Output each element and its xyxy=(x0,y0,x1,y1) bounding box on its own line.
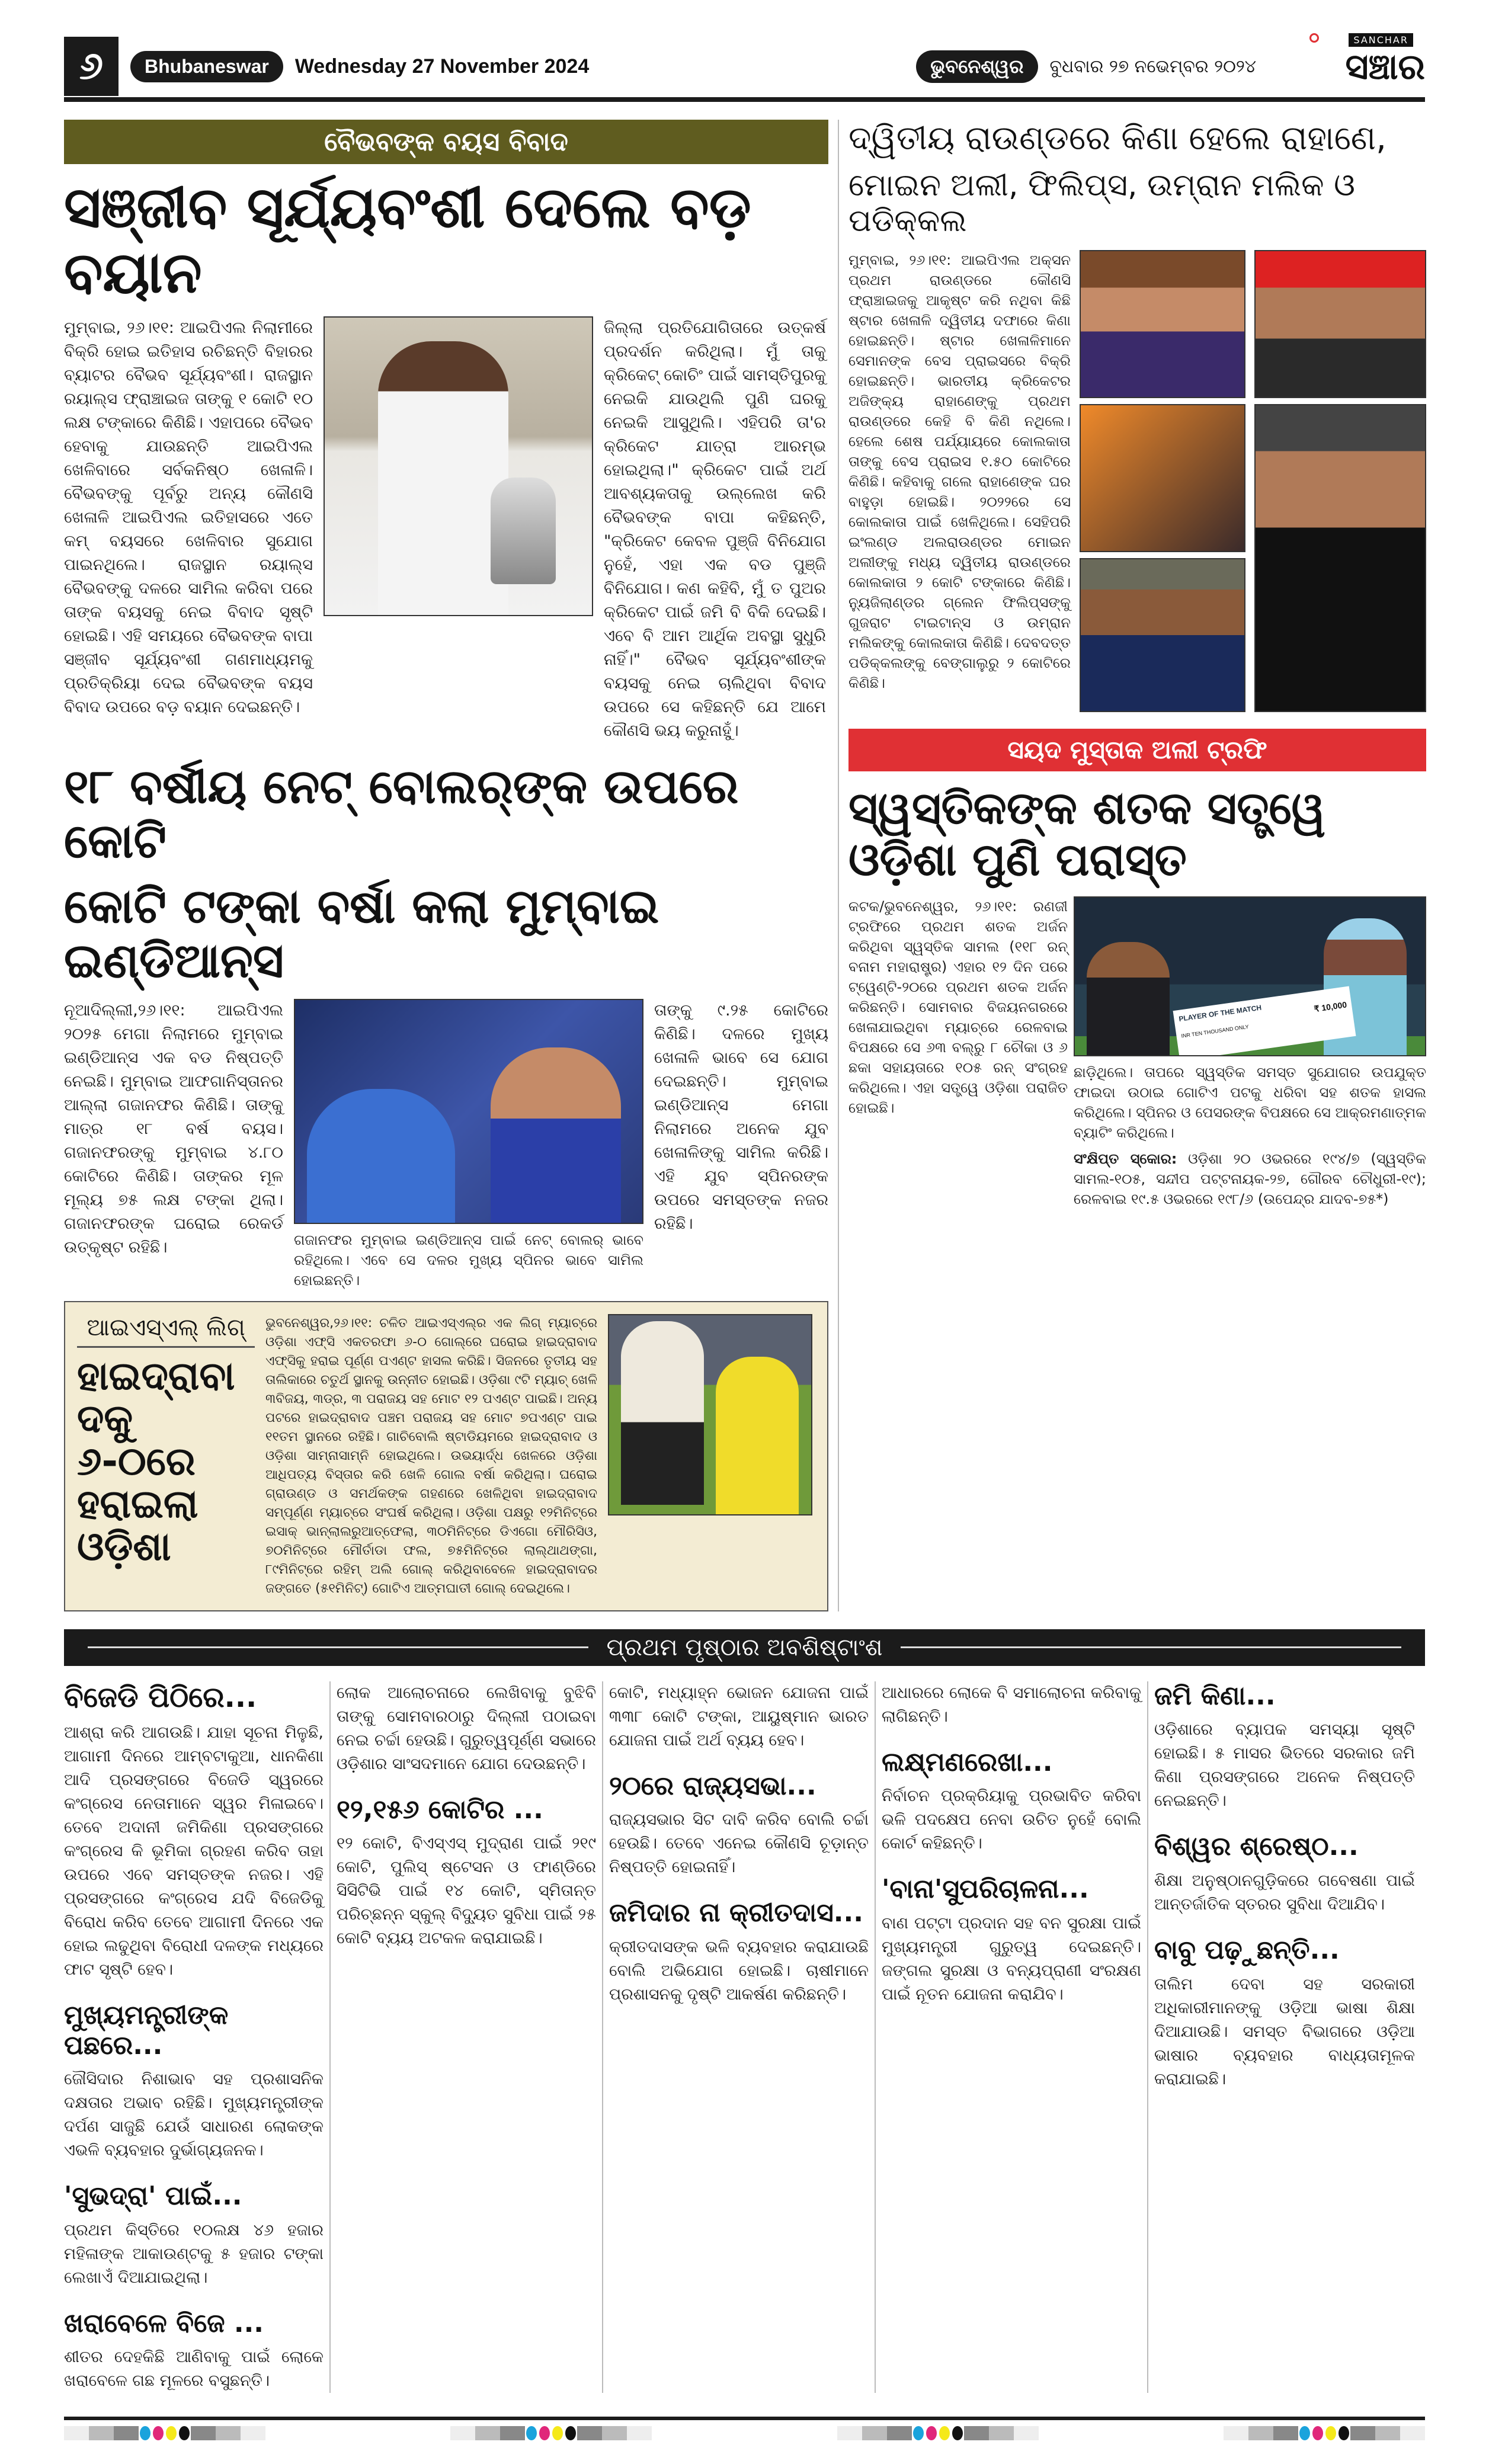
story3-photo xyxy=(608,1314,812,1515)
story2-body xyxy=(64,999,828,1290)
color-bars xyxy=(64,2426,1425,2440)
continuation-text: ଶିକ୍ଷା ଅନୁଷ୍ଠାନଗୁଡ଼ିକରେ ଗବେଷଣା ପାଇଁ ଆନ୍ତର୍ଜାତିକ ସ୍ତରର ସୁବିଧା ଦିଆଯିବ। xyxy=(1154,1871,1415,1914)
trophy-icon xyxy=(491,478,556,584)
story5-right-block xyxy=(1074,896,1426,1209)
continuation-headline: ୨୦ରେ ରାଜ୍ୟସଭା... xyxy=(609,1770,816,1801)
city-or: ଭୁବନେଶ୍ୱର xyxy=(916,50,1038,83)
story5-body-row xyxy=(848,896,1426,1209)
top-section xyxy=(64,120,1425,1611)
continuation-headline: ଜମିଦାର ନା କ୍ରୀତଦାସ... xyxy=(609,1898,863,1928)
continuation-banner xyxy=(64,1629,1425,1666)
color-bar xyxy=(450,2426,652,2440)
date-en: Wednesday 27 November 2024 xyxy=(294,55,590,78)
photo-umran-malik xyxy=(1080,404,1245,552)
left-column xyxy=(64,120,828,1611)
continuation-text: ଆଶ୍ରା କରି ଆଗଉଛି। ଯାହା ସୂଚନା ମିଳୁଛି, ଆଗାମୀ ଦିନରେ ଆମ୍ବଟାକୁଆ, ଧାନକିଣା ଆଦି ପ୍ରସଙ୍ଗରେ ବିଜେଡି ସ୍ୱରରେ କଂଗ୍ରେସ ନେତାମାନେ ସ୍ୱର ମିଳାଇବେ। ତେବେ ଅଦାନୀ ଜମିକିଣା ପ୍ରସଙ୍ଗରେ କଂଗ୍ରେସ କି ଭୂମିକା ଗ୍ରହଣ କରିବ ତାହା ଉପରେ ଏବେ ସମସ୍ତଙ୍କ ନଜର। ଏହି ପ୍ରସଙ୍ଗରେ କଂଗ୍ରେସ ଯଦି ବିଜେଡିକୁ ବିରୋଧ କରିବ ତେବେ ଆଗାମୀ ଦିନରେ ଏକ ହୋଇ ଲଢୁଥିବା ବିରୋଧୀ ଦଳଙ୍କ ମଧ୍ୟରେ ଫାଟ ସୃଷ୍ଟି ହେବ। xyxy=(64,1723,324,1979)
player-figure xyxy=(621,1321,704,1505)
story3-headline: ହାଇଦ୍ରାବାଦକୁ ୬-୦ରେ ହରାଇଲା ଓଡ଼ିଶା xyxy=(77,1353,235,1569)
logo-or: ସଞ୍ଚାର xyxy=(1345,46,1425,88)
continuation-headline: ୧୨,୧୫୬ କୋଟିର ... xyxy=(337,1794,543,1825)
score-text: ଓଡ଼ିଶା ୨୦ ଓଭରରେ ୧୯୪/୭ (ସ୍ୱସ୍ତିକ ସାମଲ-୧୦୫, ସନ୍ଦୀପ ପଟ୍ଟନାୟକ-୨୭, ଗୌରବ ଚୌଧୁରୀ-୧୯); ରେଳବାଇ ୧୯.୫ ଓଭରରେ ୧୯୮/୬ (ଉପେନ୍ଦ୍ର ଯାଦବ-୭୫*) xyxy=(1074,1150,1426,1207)
story4-body: ମୁମ୍ବାଇ, ୨୬।୧୧: ଆଇପିଏଲ ଅକ୍ସନ ପ୍ରଥମ ରାଉଣ୍ଡରେ କୌଣସି ଫ୍ରାଞ୍ଚାଇଜକୁ ଆକୃଷ୍ଟ କରି ନଥିବା କିଛି ଷ୍ଟାର ଖେଳାଳି ଦ୍ୱିତୀୟ ଦଫାରେ କିଣା ହୋଇଛନ୍ତି। ଷ୍ଟାର ଖେଳାଳିମାନେ ସେମାନଙ୍କ ବେସ ପ୍ରାଇସରେ ବିକ୍ରି ହୋଇଛନ୍ତି। ଭାରତୀୟ କ୍ରିକେଟର ଅଜିଙ୍କ୍ୟ ରାହାଣେଙ୍କୁ ପ୍ରଥମ ରାଉଣ୍ଡରେ କେହି ବି କିଣି ନଥିଲେ। ହେଲେ ଶେଷ ପର୍ଯ୍ୟାୟରେ କୋଲକାତା ତାଙ୍କୁ ବେସ ପ୍ରାଇସ ୧.୫୦ କୋଟିରେ କିଣିଛି। କହିବାକୁ ଗଲେ ରାହାଣେଙ୍କ ଘର ବାହୁଡ଼ା ହୋଇଛି। ୨୦୨୨ରେ ସେ କୋଲକାତା ପାଇଁ ଖେଳିଥିଲେ। ସେହିପରି ଇଂଲଣ୍ଡ ଅଲରାଉଣ୍ଡର ମୋଇନ ଅଲୀଙ୍କୁ ମଧ୍ୟ ଦ୍ୱିତୀୟ ରାଉଣ୍ଡରେ କୋଲକାତା ୨ କୋଟି ଟଙ୍କାରେ କିଣିଛି। ନ୍ୟୁଜିଲାଣ୍ଡର ଗ୍ଲେନ ଫିଲିପ୍ସଙ୍କୁ ଗୁଜରାଟ ଟାଇଟାନ୍ସ ଓ ଉମ୍ରାନ ମଲିକଙ୍କୁ କୋଲକାତା କିଣିଛି। ଦେବଦତ୍ତ ପଡିକ୍କଲଙ୍କୁ ବେଙ୍ଗାଲୁରୁ ୨ କୋଟିରେ କିଣିଛି। xyxy=(848,251,1071,691)
player-figure xyxy=(307,1089,455,1224)
story1-body xyxy=(64,316,828,743)
continuation-col-2 xyxy=(337,1681,603,2393)
continuation-headline: ମୁଖ୍ୟମନ୍ତ୍ରୀଙ୍କ ପଛରେ... xyxy=(64,2000,229,2061)
story2-headline-line2: କୋଟି ଟଙ୍କା ବର୍ଷା କଲା ମୁମ୍ବାଇ ଇଣ୍ଡିଆନ୍ସ xyxy=(64,878,659,988)
logo-dot-icon xyxy=(1309,33,1319,43)
right-column xyxy=(848,120,1426,1611)
presenter-figure xyxy=(1087,942,1170,1056)
masthead xyxy=(64,36,1425,102)
story2-caption: ଗଜାନଫର ମୁମ୍ବାଇ ଇଣ୍ଡିଆନ୍ସ ପାଇଁ ନେଟ୍ ବୋଲର୍ ଭାବେ ରହିଥିଲେ। ଏବେ ସେ ଦଳର ମୁଖ୍ୟ ସ୍ପିନର ଭାବେ ସାମିଲ ହୋଇଛନ୍ତି। xyxy=(294,1231,643,1289)
continuation-text: ଲୋକ ଆଲୋଚନାରେ ଲେଖିବାକୁ ବୁଝିବି ତାଙ୍କୁ ସୋମବାରଠାରୁ ଦିଲ୍ଲୀ ପଠାଇବା ନେଇ ଚର୍ଚ୍ଚା ହେଉଛି। ଗୁରୁତ୍ୱପୂର୍ଣ୍ଣ ସଭାରେ ଓଡ଼ିଶାର ସାଂସଦମାନେ ଯୋଗ ଦେଉଛନ୍ତି। xyxy=(337,1683,596,1773)
story2-body-col1: ନୂଆଦିଲ୍ଲୀ,୨୬।୧୧: ଆଇପିଏଲ ୨୦୨୫ ମେଗା ନିଲାମରେ ମୁମ୍ବାଇ ଇଣ୍ଡିଆନ୍ସ ଏକ ବଡ ନିଷ୍ପତ୍ତି ନେଇଛି। ମୁମ୍ବାଇ ଆଫଗାନିସ୍ତାନର ଆଲ୍ଲା ଗଜାନଫର କିଣିଛି। ତାଙ୍କୁ ମାତ୍ର ୧୮ ବର୍ଷ ବୟସ। ଗଜାନଫରଙ୍କୁ ମୁମ୍ବାଇ ୪.୮୦ କୋଟିରେ କିଣିଛି। ତାଙ୍କର ମୂଳ ମୂଲ୍ୟ ୭୫ ଲକ୍ଷ ଟଙ୍କା ଥିଲା। ଗଜାନଫରଙ୍କ ଘରୋଇ ରେକର୍ଡ ଉତ୍କୃଷ୍ଟ ରହିଛି। xyxy=(64,1001,283,1257)
column-divider xyxy=(838,120,839,1611)
isl-box xyxy=(64,1301,828,1611)
continuation-headline: ବିଜେଡି ପିଠିରେ... xyxy=(64,1680,257,1714)
banner-title: ପ୍ରଥମ ପୃଷ୍ଠାର ଅବଶିଷ୍ଟାଂଶ xyxy=(606,1633,883,1661)
story2-body-col2: ତାଙ୍କୁ ୯.୨୫ କୋଟିରେ କିଣିଛି। ଦଳରେ ମୁଖ୍ୟ ଖେଳାଳି ଭାବେ ସେ ଯୋଗ ଦେଇଛନ୍ତି। ମୁମ୍ବାଇ ଇଣ୍ଡିଆନ୍ସ ମେଗା ନିଲାମରେ ଅନେକ ଯୁବ ଖେଳାଳିଙ୍କୁ ସାମିଲ କରିଛି। ଏହି ଯୁବ ସ୍ପିନରଙ୍କ ଉପରେ ସମସ୍ତଙ୍କ ନଜର ରହିଛି। xyxy=(654,1001,828,1233)
continuation-text: ୧୨ କୋଟି, ବିଏସ୍ଏସ୍ ମୁଦ୍ରାଣ ପାଇଁ ୨୧୯ କୋଟି, ପୁଲିସ୍ ଷ୍ଟେସନ ଓ ଫାଣ୍ଡିରେ ସିସିଟିଭି ପାଇଁ ୧୪ କୋଟି, ସ୍ମିତାନ୍ତ ପରିଚ୍ଛନ୍ନ ସ୍କୁଲ୍ ବିଦ୍ୟୁତ ସୁବିଧା ପାଇଁ ୨୫ କୋଟି ବ୍ୟୟ ଅଟକଳ କରାଯାଇଛି। xyxy=(337,1834,596,1948)
cheque-amount: ₹ 10,000 xyxy=(1313,999,1347,1014)
continuation-text: ଶୀତର ଦେହକିଛି ଆଣିବାକୁ ପାଇଁ ଲୋକେ ଖରାବେଳେ ଗଛ ମୂଳରେ ବସୁଛନ୍ତି। xyxy=(64,2348,324,2391)
photo-phillips xyxy=(1254,404,1426,712)
continuation-text: ଜୌସିଦାର ନିଶାଭାବ ସହ ପ୍ରଶାସନିକ ଦକ୍ଷତାର ଅଭାବ ରହିଛି। ମୁଖ୍ୟମନ୍ତ୍ରୀଙ୍କ ଦର୍ପଣ ସାଜୁଛି ଯେଉଁ ସାଧାରଣ ଲୋକଙ୍କ ଏଭଳି ବ୍ୟବହାର ଦୁର୍ଭାଗ୍ୟଜନକ। xyxy=(64,2070,324,2160)
story4-body-row xyxy=(848,250,1426,712)
continuation-text: ପ୍ରଥମ କିସ୍ତିରେ ୧୦ଲକ୍ଷ ୪୬ ହଜାର ମହିଳାଙ୍କ ଆକାଉଣ୍ଟକୁ ୫ ହଜାର ଟଙ୍କା ଲେଖାଏଁ ଦିଆଯାଇଥିଲା। xyxy=(64,2221,324,2287)
continuation-text: ଆଧାରରେ ଲୋକେ ବି ସମାଲୋଚନା କରିବାକୁ ଲାଗିଛନ୍ତି। xyxy=(882,1683,1141,1726)
story1-body-col1: ମୁମ୍ବାଇ, ୨୬।୧୧: ଆଇପିଏଲ ନିଲାମୀରେ ବିକ୍ରି ହୋଇ ଇତିହାସ ରଚିଛନ୍ତି ବିହାରର ବ୍ୟାଟର ବୈଭବ ସୂର୍ଯ୍ୟବଂଶୀ। ରାଜସ୍ଥାନ ରୟାଲ୍ସ ଫ୍ରାଞ୍ଚାଇଜ ତାଙ୍କୁ ୧ କୋଟି ୧୦ ଲକ୍ଷ ଟଙ୍କାରେ କିଣିଛି। ଏହାପରେ ବୈଭବ ହେବାକୁ ଯାଉଛନ୍ତି ଆଇପିଏଲ ଖେଳିବାରେ ସର୍ବକନିଷ୍ଠ ଖେଳାଳି। ବୈଭବଙ୍କୁ ପୂର୍ବରୁ ଅନ୍ୟ କୌଣସି ଖେଳାଳି ଆଇପିଏଲ ଇତିହାସରେ ଏତେ କମ୍ ବୟସରେ ଖେଳିବାର ସୁଯୋଗ ପାଇନଥିଲେ। ରାଜସ୍ଥାନ ରୟାଲ୍ସ ବୈଭବଙ୍କୁ ଦଳରେ ସାମିଲ କରିବା ପରେ ତାଙ୍କ ବୟସକୁ ନେଇ ବିବାଦ ସୃଷ୍ଟି ହୋଇଛି। ଏହି ସମୟରେ ବୈଭବଙ୍କ ବାପା ସଞ୍ଜୀବ ସୂର୍ଯ୍ୟବଂଶୀ ଗଣମାଧ୍ୟମକୁ ପ୍ରତିକ୍ରିୟା ଦେଇ ବୈଭବଙ୍କ ବୟସ ବିବାଦ ଉପରେ ବଡ଼ ବୟାନ ଦେଇଛନ୍ତି। xyxy=(64,318,313,716)
banner-rule-right xyxy=(901,1646,1401,1648)
story3-kicker: ଆଇଏସ୍ଏଲ୍ ଲିଗ୍ xyxy=(77,1314,255,1348)
color-bar xyxy=(1224,2426,1425,2440)
continuation-text: ବାଣ ପଟ୍ଟା ପ୍ରଦାନ ସହ ବନ ସୁରକ୍ଷା ପାଇଁ ମୁଖ୍ୟମନ୍ତ୍ରୀ ଗୁରୁତ୍ୱ ଦେଇଛନ୍ତି। ଜଙ୍ଗଲ ସୁରକ୍ଷା ଓ ବନ୍ୟପ୍ରାଣୀ ସଂରକ୍ଷଣ ପାଇଁ ନୂତନ ଯୋଜନା କରାଯିବ। xyxy=(882,1914,1141,2004)
score-label: ସଂକ୍ଷିପ୍ତ ସ୍କୋର: xyxy=(1074,1150,1177,1167)
continuation-text: କୋଟି, ମଧ୍ୟାହ୍ନ ଭୋଜନ ଯୋଜନା ପାଇଁ ୩୩୮ କୋଟି ଟଙ୍କା, ଆୟୁଷ୍ମାନ ଭାରତ ଯୋଜନା ପାଇଁ ଅର୍ଥ ବ୍ୟୟ ହେବ। xyxy=(609,1683,869,1750)
story5-kicker: ସୟଦ ମୁସ୍ତାକ ଅଲୀ ଟ୍ରଫି xyxy=(848,729,1426,771)
story1-body-col2: ଜିଲ୍ଲା ପ୍ରତିଯୋଗିତାରେ ଉତ୍କର୍ଷ ପ୍ରଦର୍ଶନ କରିଥିଲା। ମୁଁ ତାକୁ କ୍ରିକେଟ୍ କୋଚିଂ ପାଇଁ ସାମସ୍ତିପୁରକୁ ନେଇକି ଯାଉଥିଲି ପୁଣି ଘରକୁ ନେଇକି ଆସୁଥିଲି। ଏହିପରି ତା'ର କ୍ରିକେଟ ଯାତ୍ରା ଆରମ୍ଭ ହୋଇଥିଲା।" କ୍ରିକେଟ ପାଇଁ ଅର୍ଥ ଆବଶ୍ୟକତାକୁ ଉଲ୍ଲେଖ କରି ବୈଭବଙ୍କ ବାପା କହିଛନ୍ତି, "କ୍ରିକେଟ କେବଳ ପୁଞ୍ଜି ବିନିଯୋଗ ନୁହେଁ, ଏହା ଏକ ବଡ ପୁଞ୍ଜି ବିନିଯୋଗ। କଣ କହିବି, ମୁଁ ତ ପୁଅର କ୍ରିକେଟ ପାଇଁ ଜମି ବି ବିକି ଦେଇଛି। ଏବେ ବି ଆମ ଆର୍ଥିକ ଅବସ୍ଥା ସୁଧୁରି ନାହିଁ।" ବୈଭବ ସୂର୍ଯ୍ୟବଂଶୀଙ୍କ ବୟସକୁ ନେଇ ଚାଲିଥିବା ବିବାଦ ଉପରେ ସେ କହିଛନ୍ତି ଯେ ଆମେ କୌଣସି ଭୟ କରୁନାହୁଁ। xyxy=(604,318,826,740)
story1-kicker: ବୈଭବଙ୍କ ବୟସ ବିବାଦ xyxy=(64,120,828,164)
date-or: ବୁଧବାର ୨୭ ନଭେମ୍ବର ୨୦୨୪ xyxy=(1049,56,1256,77)
continuation-text: ଓଡ଼ିଶାରେ ବ୍ୟାପକ ସମସ୍ୟା ସୃଷ୍ଟି ହୋଇଛି। ୫ ମାସର ଭିତରେ ସରକାର ଜମି କିଣା ପ୍ରସଙ୍ଗରେ ଅନେକ ନିଷ୍ପତ୍ତି ନେଇଛନ୍ତି। xyxy=(1154,1720,1415,1811)
color-bar xyxy=(64,2426,265,2440)
continuation-headline: ବାବୁ ପଢ଼ୁଛନ୍ତି... xyxy=(1154,1934,1340,1965)
continuation-text: ରାଜ୍ୟସଭାର ସିଟ ଦାବି କରିବ ବୋଲି ଚର୍ଚ୍ଚା ହେଉଛି। ତେବେ ଏନେଇ କୌଣସି ଚୂଡ଼ାନ୍ତ ନିଷ୍ପତ୍ତି ହୋଇନାହିଁ। xyxy=(609,1811,869,1877)
cheque-title: PLAYER OF THE MATCH xyxy=(1178,1003,1262,1023)
page-number: ୬ xyxy=(64,37,119,96)
story5-headline: ସ୍ୱସ୍ତିକଙ୍କ ଶତକ ସତ୍ତ୍ୱେ ଓଡ଼ିଶା ପୁଣି ପରାସ୍ତ xyxy=(848,781,1325,886)
story2-photo xyxy=(294,999,643,1224)
logo-en: SANCHAR xyxy=(1349,33,1413,47)
story4-headline-line1: ଦ୍ୱିତୀୟ ରାଉଣ୍ଡରେ କିଣା ହେଲେ ରାହାଣେ, xyxy=(848,119,1386,158)
continuation-text: ନିର୍ବାଚନ ପ୍ରକ୍ରିୟାକୁ ପ୍ରଭାବିତ କରିବା ଭଳି ପଦକ୍ଷେପ ନେବା ଉଚିତ ନୁହେଁ ବୋଲି କୋର୍ଟ କହିଛନ୍ତି। xyxy=(882,1787,1141,1853)
cheque-words: INR TEN THOUSAND ONLY xyxy=(1180,1023,1250,1039)
continuation-headline: 'ସୁଭଦ୍ରା' ପାଇଁ... xyxy=(64,2181,242,2212)
story1-photo xyxy=(324,316,593,616)
story5-body-col2: ଛାଡ଼ିଥିଲେ। ତାପରେ ସ୍ୱସ୍ତିକ ସମସ୍ତ ସୁଯୋଗର ଉପଯୁକ୍ତ ଫାଇଦା ଉଠାଇ ଗୋଟିଏ ପଟକୁ ଧରିବା ସହ ଶତକ ହାସଲ କରିଥିଲେ। ସ୍ପିନର ଓ ପେସରଙ୍କ ବିପକ୍ଷରେ ସେ ଆକ୍ରମଣାତ୍ମକ ବ୍ୟାଟିଂ କରିଥିଲେ। xyxy=(1074,1063,1426,1141)
continuation-headline: ବିଶ୍ୱର ଶ୍ରେଷ୍ଠ... xyxy=(1154,1831,1359,1862)
footer-rule xyxy=(64,2417,1425,2420)
story5-body-col1: କଟକ/ଭୁବନେଶ୍ୱର, ୨୬।୧୧: ରଣଜୀ ଟ୍ରଫିରେ ପ୍ରଥମ ଶତକ ଅର୍ଜନ କରିଥିବା ସ୍ୱସ୍ତିକ ସାମଲ (୧୧୮ ରନ୍ ବନାମ ମହାରାଷ୍ଟ୍ର) ଏହାର ୧୨ ଦିନ ପରେ ଟ୍ୱେଣ୍ଟି-୨୦ରେ ପ୍ରଥମ ଶତକ ଅର୍ଜନ କରିଛନ୍ତି। ସୋମବାର ବିଜୟନଗରରେ ଖେଳାଯାଇଥିବା ମ୍ୟାଚ୍‌ରେ ରେଳବାଇ ବିପକ୍ଷରେ ସେ ୬୩ ବଲ୍‌ରୁ ୮ ଚୌକା ଓ ୬ ଛକା ସହାୟତାରେ ୧୦୫ ରନ୍ ସଂଗ୍ରହ କରିଥିଲେ। ଏହା ସତ୍ତ୍ୱେ ଓଡ଼ିଶା ପରାଜିତ ହୋଇଛି। xyxy=(848,898,1068,1116)
logo xyxy=(1268,33,1425,100)
story5-score xyxy=(1074,1149,1426,1209)
city-en: Bhubaneswar xyxy=(130,51,283,82)
story4-headline-line2: ମୋଇନ ଅଲୀ, ଫିଲିପ୍ସ, ଉମ୍ରାନ ମଲିକ ଓ ପଡିକ୍କଲ xyxy=(848,168,1355,239)
continuation-headline: ଖରାବେଳେ ବିଜେ ... xyxy=(64,2308,264,2338)
continuation-col-1 xyxy=(64,1681,331,2393)
continuation-col-3 xyxy=(609,1681,876,2393)
story2-photo-block xyxy=(294,999,643,1290)
photo-moeen-ali xyxy=(1254,250,1426,398)
photo-rahane xyxy=(1080,250,1245,398)
story4-photo-grid xyxy=(1080,250,1426,712)
isl-title-block xyxy=(77,1314,255,1568)
continuation-col-4 xyxy=(882,1681,1148,2393)
player-figure xyxy=(378,341,508,616)
story3-body: ଭୁବନେଶ୍ୱର,୨୬।୧୧: ଚଳିତ ଆଇଏସ୍ଏଲ୍‌ର ଏକ ଲିଗ୍ ମ୍ୟାଚ୍‌ରେ ଓଡ଼ିଶା ଏଫ୍‌ସି ଏକତରଫା ୬-୦ ଗୋଲ୍‌ରେ ଘରୋଇ ହାଇଦ୍ରାବାଦ ଏଫ୍‌ସିକୁ ହରାଇ ପୂର୍ଣ୍ଣ ପଏଣ୍ଟ ହାସଲ କରିଛି। ସିଜନରେ ତୃତୀୟ ସହ ତାଲିକାରେ ଚତୁର୍ଥ ସ୍ଥାନକୁ ଉନ୍ନୀତ ହୋଇଛି। ଓଡ଼ିଶା ୯ଟି ମ୍ୟାଚ୍ ଖେଳି ୩ବିଜୟ, ୩ଡ୍ର, ୩ ପରାଜୟ ସହ ମୋଟ ୧୨ ପଏଣ୍ଟ ପାଇଛି। ଅନ୍ୟ ପଟରେ ହାଇଦ୍ରାବାଦ ପଞ୍ଚମ ପରାଜୟ ସହ ମୋଟ ୭ପଏଣ୍ଟ ପାଇ ୧୧ତମ ସ୍ଥାନରେ ରହିଛି। ଗାଚିବୋଲି ଷ୍ଟାଡିୟମରେ ହାଇଦ୍ରାବାଦ ଓ ଓଡ଼ିଶା ସାମ୍ନାସାମ୍ନି ହୋଇଥିଲେ। ଉଭୟାର୍ଦ୍ଧ ଖେଳରେ ଓଡ଼ିଶା ଆଧିପତ୍ୟ ବିସ୍ତାର କରି ଖେଳି ଗୋଲ ବର୍ଷା କରିଥିଲା। ଘରୋଇ ଗ୍ରାଉଣ୍ଡ ଓ ସମର୍ଥକଙ୍କ ଗହଣରେ ଖେଳିଥିବା ହାଇଦ୍ରାବାଦ ସମ୍ପୂର୍ଣ୍ଣ ମ୍ୟାଚ୍‌ରେ ସଂଘର୍ଷ କରିଥିଲା। ଓଡ଼ିଶା ପକ୍ଷରୁ ୧୨ମିନିଟ୍‌ରେ ଇସାକ୍ ଭାନ୍‌ଲାଲରୁଆତ୍‌ଫେଲା, ୩୦ମିନିଟ୍‌ରେ ଡିଏଗୋ ମୌରିସିଓ, ୭୦ମିନିଟ୍‌ରେ ମୌର୍ତାଡା ଫଲ, ୭୫ମିନିଟ୍‌ରେ ଲାଲ୍‌ଥାଥଙ୍ଗା, ୮୯ମିନିଟ୍‌ରେ ରହିମ୍ ଅଲି ଗୋଲ୍ କରିଥିବାବେଳେ ହାଇଦ୍ରାବାଦର ଜଙ୍ଗତେ (୫୧ମିନିଟ୍) ଗୋଟିଏ ଆତ୍ମଘାତୀ ଗୋଲ୍ ଦେଇଥିଲେ। xyxy=(265,1315,597,1596)
story5-photo xyxy=(1074,896,1426,1056)
story2-headline-line1: ୧୮ ବର୍ଷୀୟ ନେଟ୍ ବୋଲର୍‌ଙ୍କ ଉପରେ କୋଟି xyxy=(64,758,739,869)
continuation-col-5 xyxy=(1154,1681,1421,2393)
continuation-text: ତାଲିମ ଦେବା ସହ ସରକାରୀ ଅଧିକାରୀମାନଙ୍କୁ ଓଡ଼ିଆ ଭାଷା ଶିକ୍ଷା ଦିଆଯାଉଛି। ସମସ୍ତ ବିଭାଗରେ ଓଡ଼ିଆ ଭାଷାର ବ୍ୟବହାର ବାଧ୍ୟତାମୂଳକ କରାଯାଇଛି। xyxy=(1154,1975,1415,2088)
photo-padikkal xyxy=(1080,558,1245,712)
continuation-headline: 'ବାନା'ସୁପରିଚାଳନା... xyxy=(882,1874,1089,1905)
story1-headline: ସଞ୍ଜୀବ ସୂର୍ଯ୍ୟବଂଶୀ ଦେଲେ ବଡ଼ ବୟାନ xyxy=(64,174,751,306)
player-figure xyxy=(716,1357,799,1515)
banner-rule-left xyxy=(88,1646,588,1648)
color-bar xyxy=(837,2426,1039,2440)
player-figure xyxy=(491,1047,621,1224)
continuation-headline: ଜମି କିଣା... xyxy=(1154,1680,1276,1711)
continuation-text: କ୍ରୀତଦାସଙ୍କ ଭଳି ବ୍ୟବହାର କରାଯାଉଛି ବୋଲି ଅଭିଯୋଗ ହୋଇଛି। ଚାଷୀମାନେ ପ୍ରଶାସନକୁ ଦୃଷ୍ଟି ଆକର୍ଷଣ କରିଛନ୍ତି। xyxy=(609,1937,869,2004)
continuations xyxy=(64,1681,1425,2393)
continuation-headline: ଲକ୍ଷ୍ମଣରେଖା... xyxy=(882,1747,1053,1777)
